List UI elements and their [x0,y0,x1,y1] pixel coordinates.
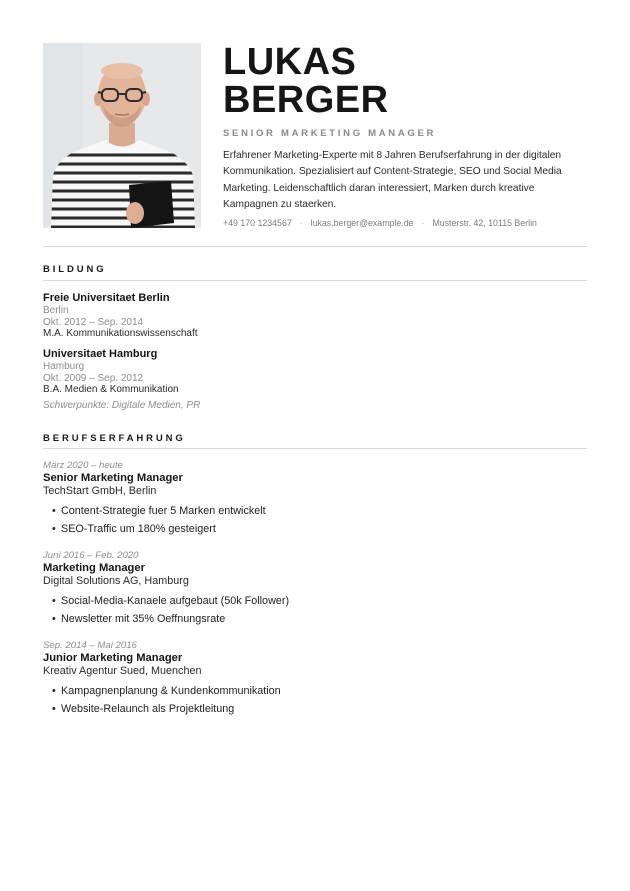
profile-photo [43,43,201,228]
experience-divider [43,448,587,449]
job-role: Senior Marketing Manager [43,472,183,484]
achievement-item: • Social-Media-Kanaele aufgebaut (50k Follower) [43,592,543,610]
achievement-item: • Content-Strategie fuer 5 Marken entwickelt [43,502,543,520]
school-name: Freie Universitaet Berlin [43,292,170,304]
experience-heading: BERUFSERFAHRUNG [43,433,186,444]
achievement-item: • Newsletter mit 35% Oeffnungsrate [43,610,543,628]
job-role: Marketing Manager [43,562,145,574]
job-title: SENIOR MARKETING MANAGER [223,128,437,139]
job-achievements [43,592,543,628]
education-focus: Schwerpunkte: Digitale Medien, PR [43,400,201,411]
header-divider [43,246,587,247]
education-entry [43,292,443,340]
job-period: März 2020 – heute [43,460,124,471]
school-dates: Okt. 2012 – Sep. 2014 [43,316,144,328]
school-degree: M.A. Kommunikationswissenschaft [43,328,198,339]
first-name: LUKAS [223,41,357,83]
school-name: Universitaet Hamburg [43,348,158,360]
school-degree: B.A. Medien & Kommunikation [43,384,179,395]
profile-summary: Erfahrener Marketing-Experte mit 8 Jahren Berufserfahrung in der digitalen Kommunikation. Spezialisiert auf Content-Strategie, SEO und Social Media Marketing. Leidenschaftlich daran interessiert, Marken durch kreative Kampagnen zu staerken. [223,150,562,210]
candidate-name [223,43,389,119]
education-divider [43,280,587,281]
job-company: Digital Solutions AG, Hamburg [43,575,189,587]
contact-line [223,218,537,228]
job-entry [43,460,543,538]
achievement-item: • SEO-Traffic um 180% gesteigert [43,520,543,538]
job-period: Sep. 2014 – Mai 2016 [43,640,137,651]
school-city: Hamburg [43,361,85,372]
job-achievements [43,502,543,538]
job-entry [43,640,543,718]
school-dates: Okt. 2009 – Sep. 2012 [43,372,144,384]
education-entry [43,348,443,396]
education-heading: BILDUNG [43,264,107,275]
job-company: TechStart GmbH, Berlin [43,485,157,497]
job-entry [43,550,543,628]
job-achievements [43,682,543,718]
contact-phone: +49 170 1234567 [223,218,292,228]
contact-separator: · [421,218,425,228]
contact-address: Musterstr. 42, 10115 Berlin [432,218,537,228]
job-company: Kreativ Agentur Sued, Muenchen [43,665,202,677]
school-city: Berlin [43,305,69,316]
job-period: Juni 2016 – Feb. 2020 [43,550,139,561]
contact-separator: · [299,218,303,228]
achievement-item: • Kampagnenplanung & Kundenkommunikation [43,682,543,700]
contact-email: lukas.berger@example.de [310,218,414,228]
job-role: Junior Marketing Manager [43,652,183,664]
achievement-item: • Website-Relaunch als Projektleitung [43,700,543,718]
last-name: BERGER [223,79,389,121]
